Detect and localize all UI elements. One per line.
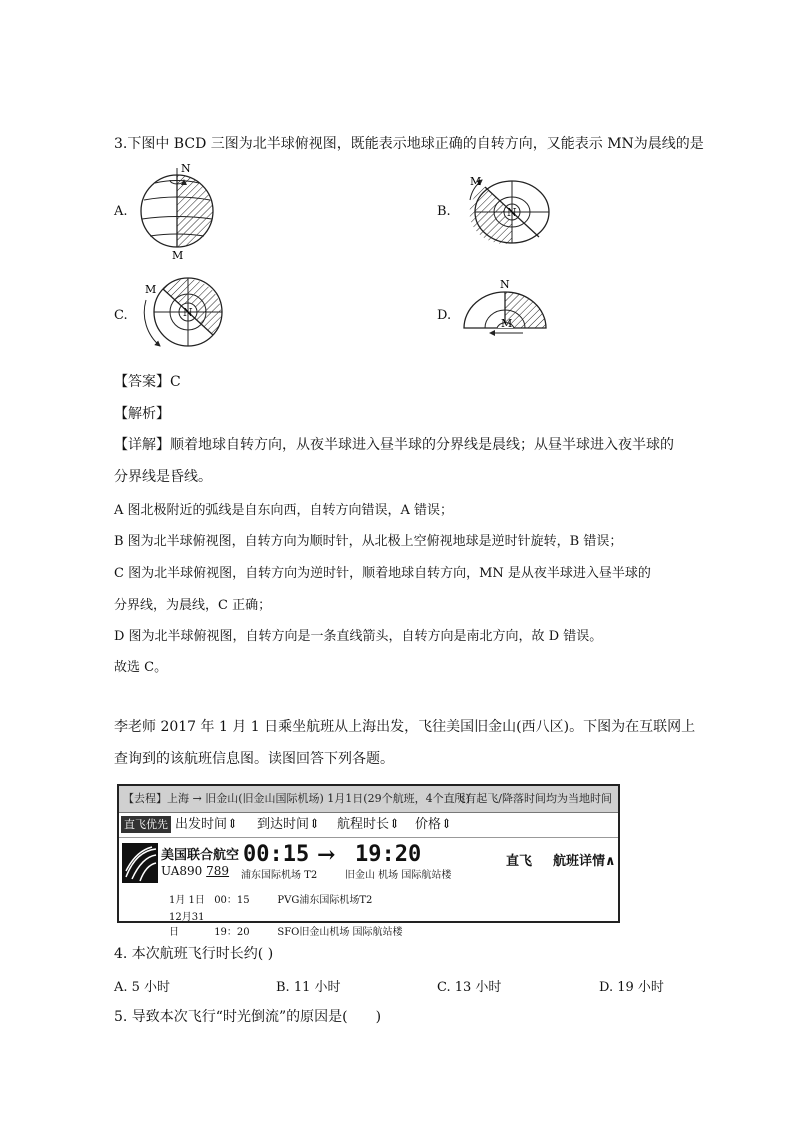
figure-c	[144, 278, 222, 346]
flight-header-note: 所有起飞/降落时间均为当地时间	[454, 792, 612, 805]
flight-details-button[interactable]: 航班详情∧	[553, 854, 616, 869]
sort-duration[interactable]: 航程时长⇕	[337, 817, 400, 832]
detail-line-1: 【详解】顺着地球自转方向，从夜半球进入昼半球的分界线是晨线；从昼半球进入夜半球的	[114, 437, 674, 453]
intro-line-1: 李老师 2017 年 1 月 1 日乘坐航班从上海出发，飞往美国旧金山(西八区)。下图为在互联网上	[114, 719, 696, 735]
option-d-label: D.	[437, 308, 452, 323]
figure-d	[464, 278, 546, 333]
airline-name: 美国联合航空	[161, 848, 240, 863]
airline-logo-icon	[122, 843, 158, 883]
sort-depart[interactable]: 出发时间⇕	[175, 817, 238, 832]
label-n: N	[500, 278, 510, 291]
label-m: M	[172, 249, 184, 262]
q4-option-d: D. 19 小时	[599, 980, 664, 995]
depart-time: 00:15	[243, 842, 310, 867]
figure-b	[470, 175, 555, 244]
label-n: N	[183, 306, 193, 319]
label-m: M	[145, 283, 157, 296]
flight-number: UA890 789	[161, 864, 230, 878]
sort-arrive[interactable]: 到达时间⇕	[257, 817, 320, 832]
flight-header	[119, 786, 618, 813]
option-b-label: B.	[437, 204, 451, 219]
answer-label: 【答案】	[114, 374, 170, 390]
label-n: N	[507, 206, 517, 219]
detail-a: A 图北极附近的弧线是自东向西，自转方向错误，A 错误；	[114, 503, 454, 518]
label-m: M	[501, 317, 513, 330]
direct-flight-label: 直飞	[506, 854, 533, 869]
flight-header-route: 【去程】上海 → 旧金山(旧金山国际机场) 1月1日(29个航班，4个直飞)	[123, 792, 470, 805]
detail-c-2: 分界线，为晨线，C 正确；	[114, 598, 272, 613]
conclusion: 故选 C。	[114, 660, 168, 675]
sort-arrows-icon: ⇕	[227, 817, 238, 832]
leg-2-row: 12月31日 19：20 SFO旧金山机场 国际航站楼	[169, 912, 403, 938]
label-n: N	[181, 162, 191, 175]
q4-option-a: A. 5 小时	[114, 980, 171, 995]
question-5-stem: 5. 导致本次飞行“时光倒流”的原因是( )	[114, 1009, 382, 1025]
q3-figures	[0, 0, 794, 360]
figure-a	[141, 162, 213, 262]
sort-arrows-icon: ⇕	[309, 817, 320, 832]
detail-b: B 图为北半球俯视图，自转方向为顺时针，从北极上空俯视地球是逆时针旋转，B 错误；	[114, 534, 623, 549]
answer-value: C	[170, 374, 181, 390]
direct-first-tag[interactable]: 直飞优先	[121, 816, 171, 833]
option-a-label: A.	[114, 204, 128, 219]
detail-c-1: C 图为北半球俯视图，自转方向为逆时针，顺着地球自转方向，MN 是从夜半球进入昼半球的	[114, 566, 651, 581]
sort-arrows-icon: ⇕	[441, 817, 452, 832]
depart-airport: 浦东国际机场 T2	[241, 870, 318, 881]
option-c-label: C.	[114, 308, 128, 323]
q4-option-b: B. 11 小时	[276, 980, 341, 995]
sort-arrows-icon: ⇕	[389, 817, 400, 832]
answer-line	[114, 372, 181, 392]
arrow-icon: →	[317, 842, 336, 868]
leg-1-row: 1月 1日 00：15 PVG浦东国际机场T2	[169, 895, 373, 906]
arrive-time: 19:20	[355, 842, 422, 867]
arrive-airport: 旧金山 机场 国际航站楼	[345, 870, 452, 881]
q4-option-c: C. 13 小时	[437, 980, 502, 995]
intro-line-2: 查询到的该航班信息图。读图回答下列各题。	[114, 751, 394, 767]
label-m: M	[470, 175, 482, 188]
sort-bar	[119, 813, 618, 838]
flight-info-panel	[117, 784, 620, 938]
detail-d: D 图为北半球俯视图，自转方向是一条直线箭头，自转方向是南北方向，故 D 错误。	[114, 629, 603, 644]
question-4-stem: 4. 本次航班飞行时长约( )	[114, 946, 274, 962]
sort-price[interactable]: 价格⇕	[415, 817, 452, 832]
analysis-label: 【解析】	[114, 406, 170, 422]
detail-line-2: 分界线是昏线。	[114, 469, 212, 485]
question-3-stem: 3.下图中 BCD 三图为北半球俯视图，既能表示地球正确的自转方向，又能表示 MN为晨线的是	[114, 136, 704, 152]
